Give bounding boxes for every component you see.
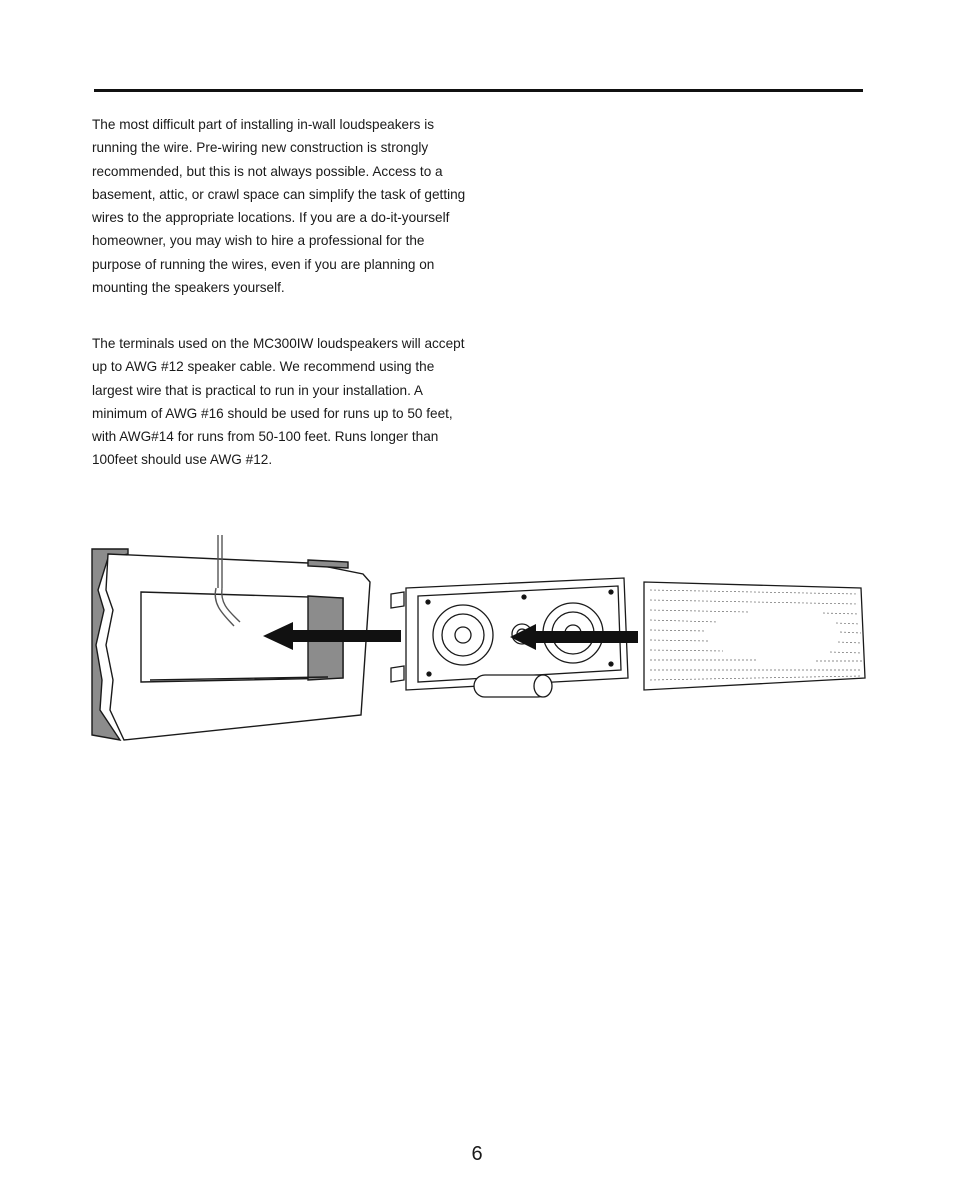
fill-tube <box>474 675 552 697</box>
mounting-tab-bottom <box>391 666 404 682</box>
mounting-tab-top <box>391 592 404 608</box>
page-number: 6 <box>471 1143 483 1165</box>
paragraph-wire-running: The most difficult part of installing in-wall loudspeakers is running the wire. Pre-wiring new construction is strongly recommended, but this is not always possible. Access to a basement, attic, or crawl space can simplify the task of getting wires to the appropriate locations. If you are a do-it-yourself homeowner, you may wish to hire a professional for the purpose of running the wires, even if you are planning on mounting the speakers yourself. <box>92 117 466 296</box>
paragraph-wire-gauge: The terminals used on the MC300IW loudspeakers will accept up to AWG #12 speaker cable. We recommend using the largest wire that is practical to run in your installation. A minimum of AWG #16 should be used for runs up to 50 feet, with AWG#14 for runs from 50-100 feet. Runs longer than 100feet should use AWG #12. <box>92 336 465 468</box>
grille <box>644 582 865 690</box>
wall-top-piece <box>308 560 348 568</box>
top-rule <box>94 89 863 92</box>
installation-illustration <box>88 530 872 745</box>
